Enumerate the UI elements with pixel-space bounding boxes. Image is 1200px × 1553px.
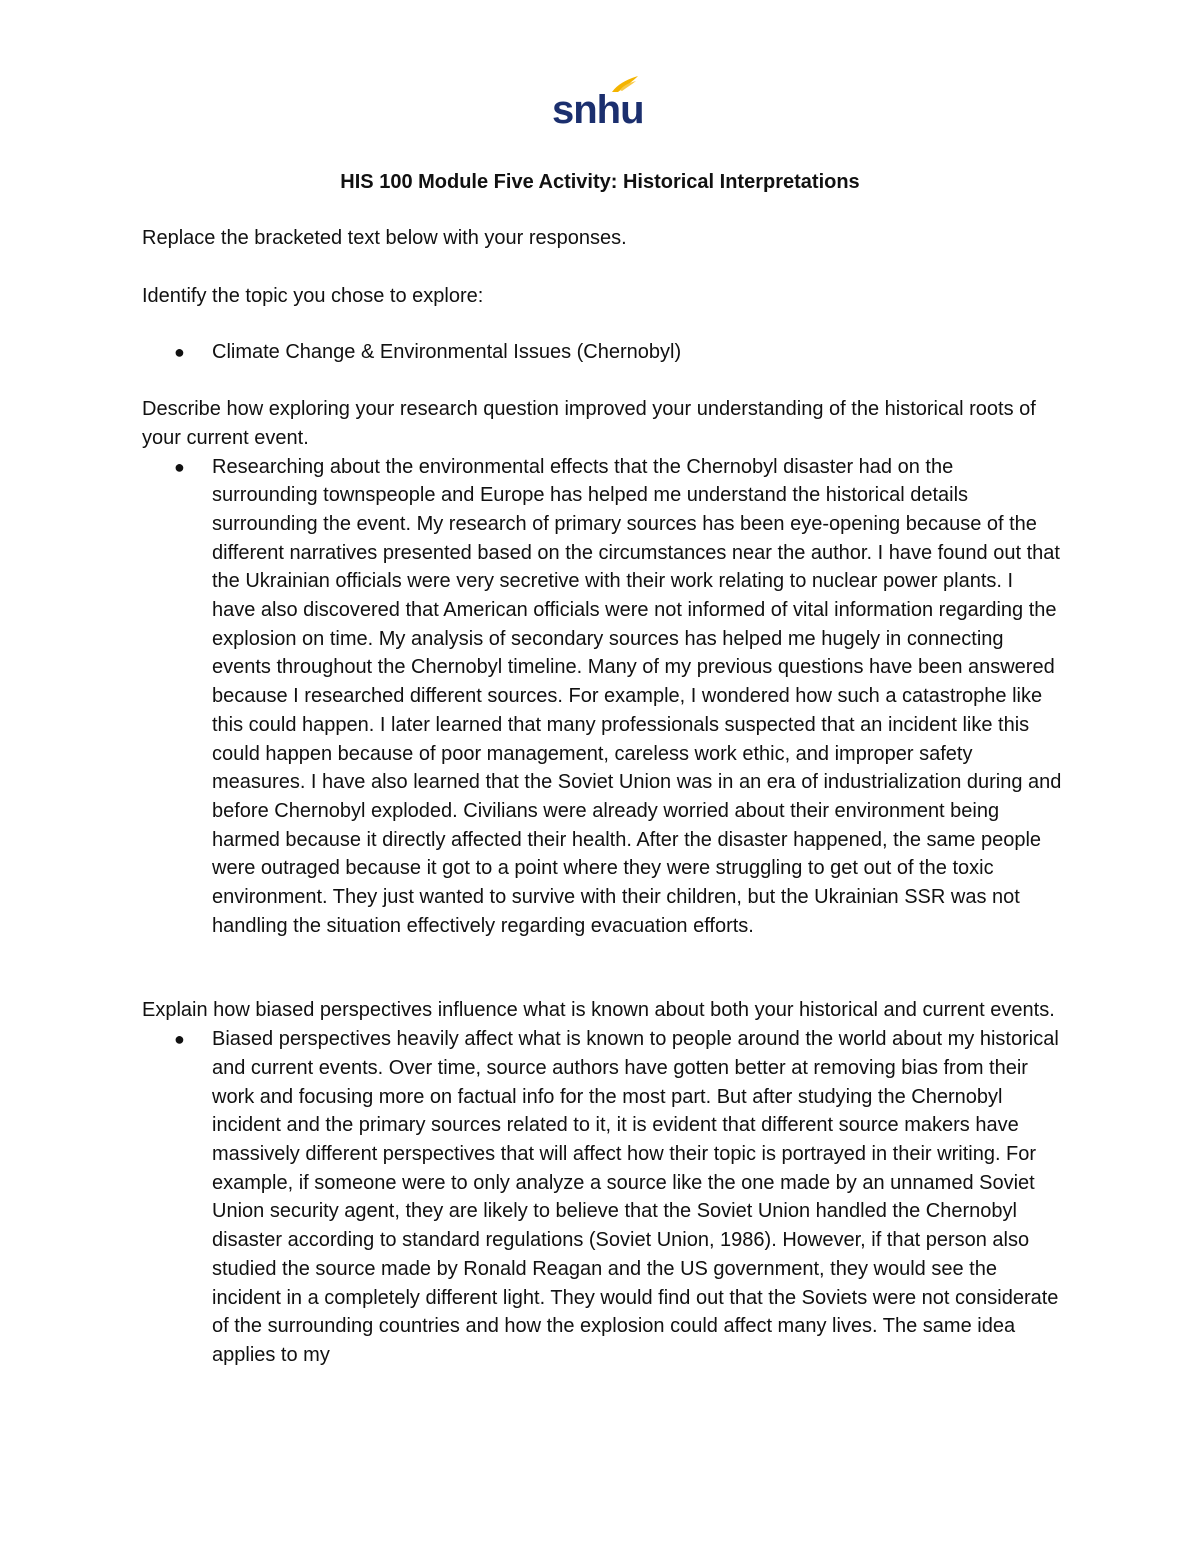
section-1-answer: Climate Change & Environmental Issues (Chernobyl) bbox=[212, 341, 682, 364]
instruction-text: Replace the bracketed text below with your responses. bbox=[142, 227, 627, 249]
bullet-icon: ● bbox=[174, 342, 185, 363]
document-body bbox=[142, 224, 1062, 1370]
section-1-prompt: Identify the topic you chose to explore: bbox=[142, 284, 484, 307]
section-2-bullet bbox=[142, 453, 1062, 941]
logo-wordmark: snhu bbox=[552, 88, 644, 132]
bullet-icon: ● bbox=[174, 1029, 185, 1050]
section-3-answer: Biased perspectives heavily affect what is known to people around the world about my historical and current events. Over time, source authors have gotten better at removing bias from their work and focusing more on factual info for the most part. But after studying the Chernobyl incident and the primary sources related to it, it is evident that different source makers have massively different perspectives that will affect how their topic is portrayed in their writing. For example, if someone were to only analyze a source like the one made by an unnamed Soviet Union security agent, they are likely to believe that the Soviet Union handled the Chernobyl disaster according to standard regulations (Soviet Union, 1986). However, if that person also studied the source made by Ronald Reagan and the US government, they would see the incident in a completely different light. They would find out that the Soviets were not considerate of the surrounding countries and how the explosion could affect many lives. The same idea applies to my bbox=[212, 1028, 1059, 1366]
section-2-prompt: Describe how exploring your research question improved your understanding of the historical roots of your current event. bbox=[142, 398, 1036, 449]
section-1-bullet bbox=[142, 338, 1062, 367]
section-3-bullet bbox=[142, 1025, 1062, 1369]
snhu-logo bbox=[552, 70, 644, 134]
bullet-icon: ● bbox=[174, 456, 185, 477]
section-2-answer: Researching about the environmental effects that the Chernobyl disaster had on the surrounding townspeople and Europe has helped me understand the historical details surrounding the event. My research of primary sources has been eye-opening because of the different narratives presented based on the circumstances near the author. I have found out that the Ukrainian officials were very secretive with their work relating to nuclear power plants. I have also discovered that American officials were not informed of vital information regarding the explosion on time. My analysis of secondary sources has helped me hugely in connecting events throughout the Chernobyl timeline. Many of my previous questions have been answered because I researched different sources. For example, I wondered how such a catastrophe like this could happen. I later learned that many professionals suspected that an incident like this could happen because of poor management, careless work ethic, and improper safety measures. I have also learned that the Soviet Union was in an era of industrialization during and before Chernobyl exploded. Civilians were already worried about their environment being harmed because it directly affected their health. After the disaster happened, the same people were outraged because it got to a point where they were struggling to get out of the toxic environment. They just wanted to survive with their children, but the Ukrainian SSR was not handling the situation effectively regarding evacuation efforts. bbox=[212, 455, 1062, 937]
section-3-prompt: Explain how biased perspectives influence what is known about both your historical and current events. bbox=[142, 999, 1055, 1022]
page-title: HIS 100 Module Five Activity: Historical Interpretations bbox=[340, 171, 860, 193]
